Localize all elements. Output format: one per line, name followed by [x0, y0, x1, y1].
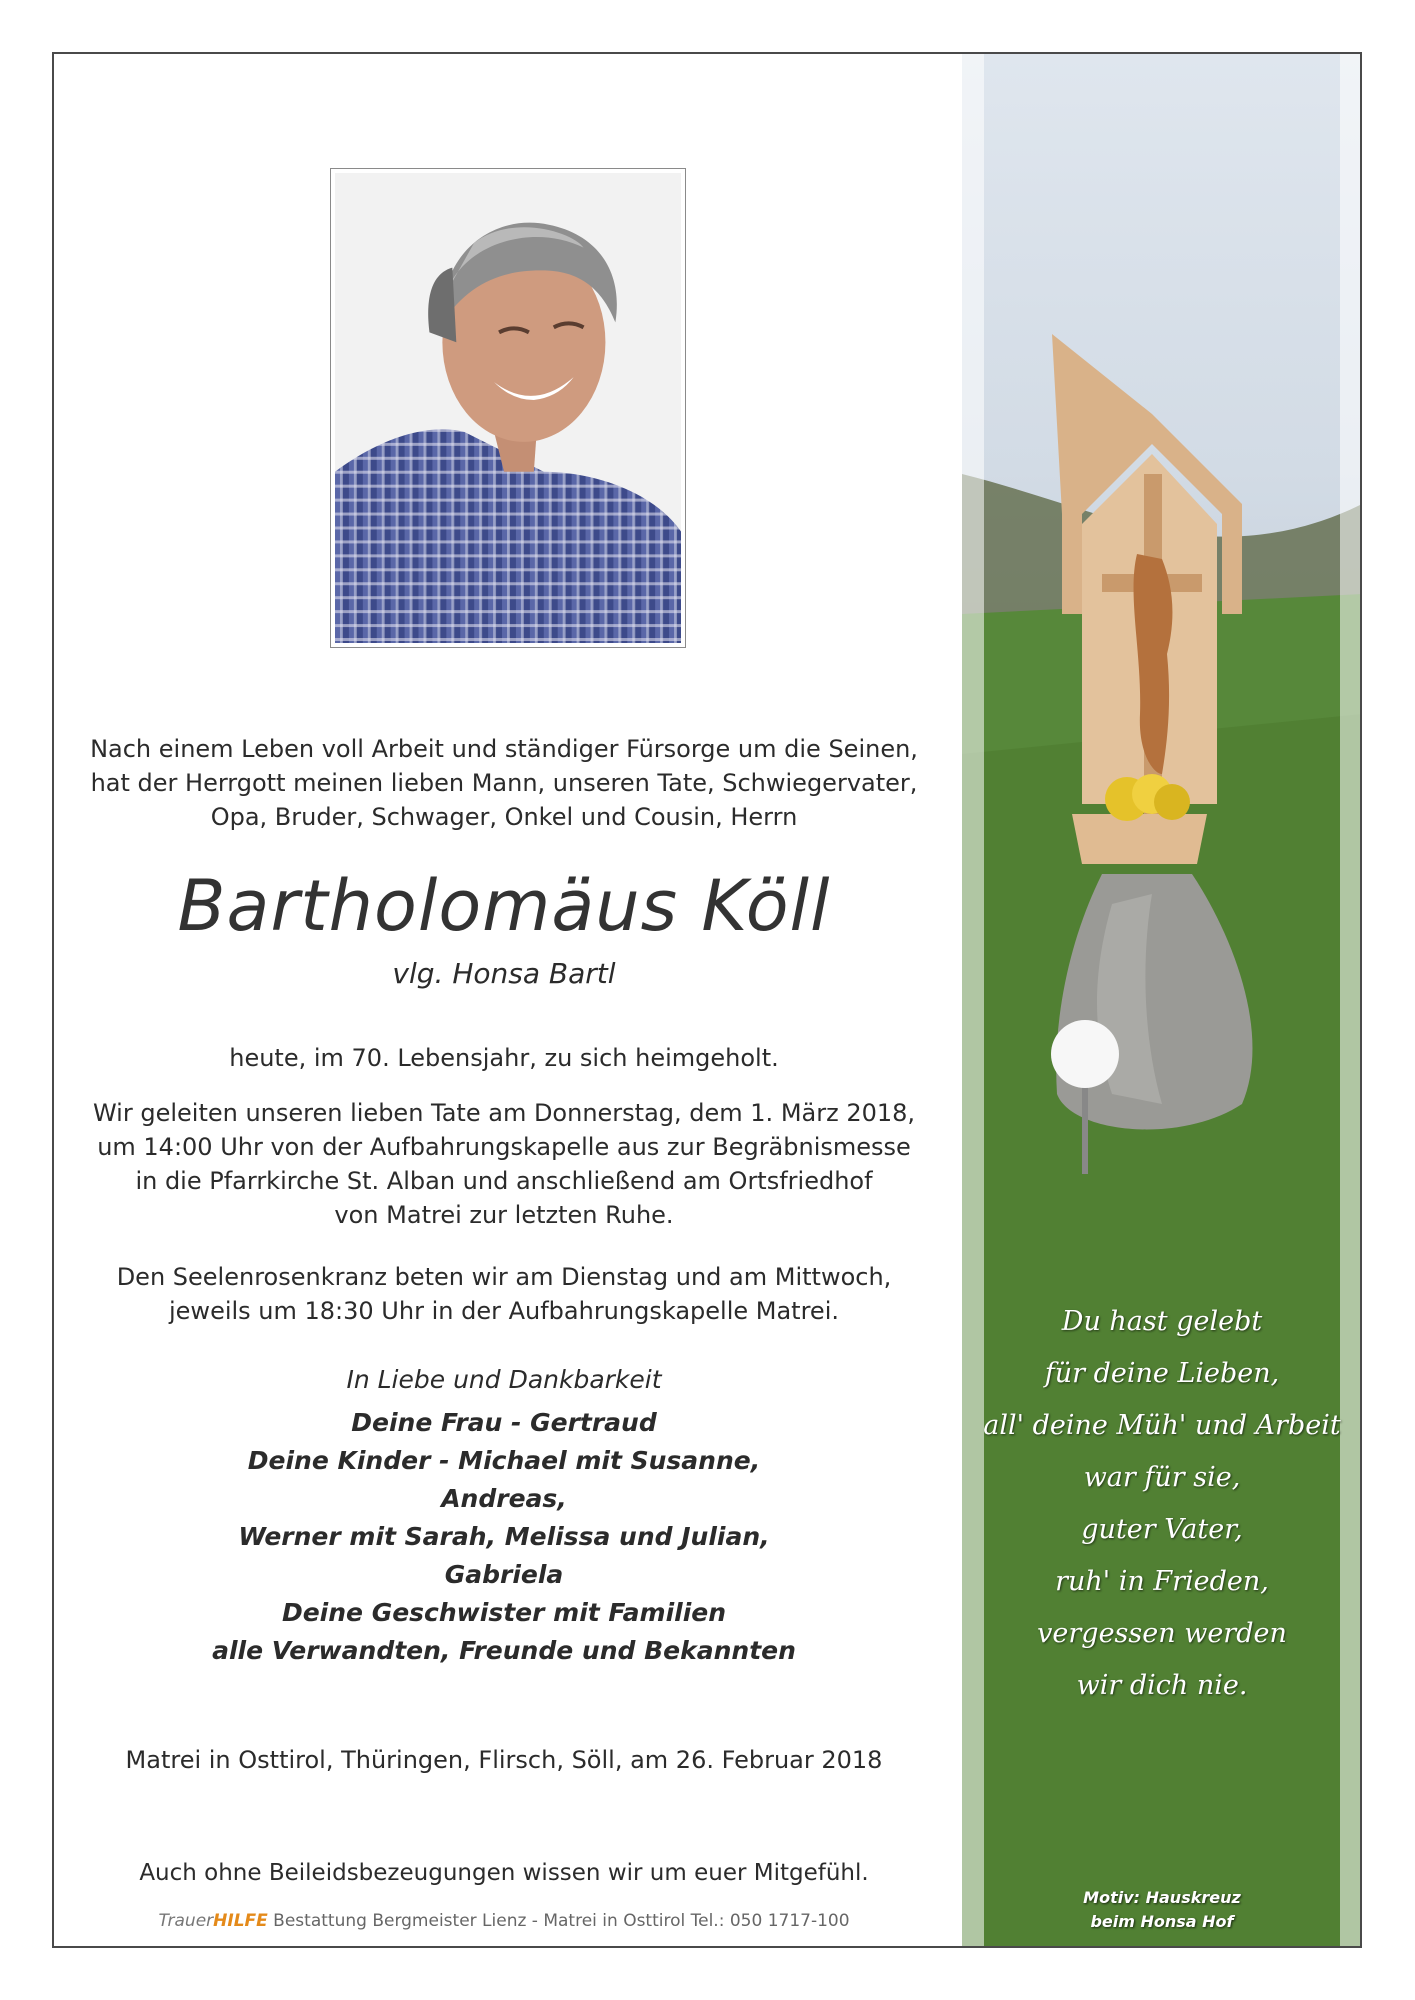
intro-line: Nach einem Leben voll Arbeit und ständiger Fürsorge um die Seinen, [90, 735, 918, 763]
poem-line: war für sie, [1083, 1462, 1241, 1493]
rosary-line: Den Seelenrosenkranz beten wir am Dienstag und am Mittwoch, [116, 1263, 892, 1291]
portrait-photo [335, 173, 681, 643]
text-column [54, 54, 954, 1946]
panel-stripe [962, 54, 984, 1946]
family-line: Gabriela [444, 1560, 564, 1589]
funeral-line: von Matrei zur letzten Ruhe. [334, 1201, 674, 1229]
condolence-note: Auch ohne Beileidsbezeugungen wissen wir um euer Mitgefühl. [139, 1860, 869, 1886]
family-line: Deine Geschwister mit Familien [281, 1598, 727, 1627]
poem-line: ruh' in Frieden, [1055, 1566, 1269, 1597]
wayside-cross-photo [962, 54, 1362, 1946]
poem-line: guter Vater, [1081, 1514, 1243, 1545]
place-date: Matrei in Osttirol, Thüringen, Flirsch, Söll, am 26. Februar 2018 [125, 1746, 883, 1774]
poem-line: all' deine Müh' und Arbeit [983, 1410, 1341, 1441]
poem-line: wir dich nie. [1076, 1670, 1248, 1701]
funeral-line: in die Pfarrkirche St. Alban und anschließend am Ortsfriedhof [135, 1167, 873, 1195]
panel-stripe [1340, 54, 1362, 1946]
funeral-line: Wir geleiten unseren lieben Tate am Donnerstag, dem 1. März 2018, [92, 1099, 916, 1127]
deceased-name: Bartholomäus Köll [177, 865, 831, 947]
motif-line: beim Honsa Hof [1090, 1912, 1234, 1931]
brand-trauer: Trauer [158, 1911, 214, 1931]
poem-line: Du hast gelebt [1061, 1306, 1263, 1337]
intro-line: Opa, Bruder, Schwager, Onkel und Cousin, Herrn [210, 803, 798, 831]
dank-heading: In Liebe und Dankbarkeit [346, 1365, 662, 1394]
family-line: alle Verwandten, Freunde und Bekannten [212, 1636, 796, 1665]
motif-line: Motiv: Hauskreuz [1083, 1888, 1241, 1907]
age-text: heute, im 70. Lebensjahr, zu sich heimgeholt. [229, 1044, 779, 1072]
funeral-home-footer [54, 1910, 954, 1932]
intro-line: hat der Herrgott meinen lieben Mann, unseren Tate, Schwiegervater, [90, 769, 918, 797]
footer-contact: Bestattung Bergmeister Lienz - Matrei in Osttirol Tel.: 050 1717-100 [267, 1911, 850, 1931]
rosary-text [54, 1260, 954, 1328]
family-line: Werner mit Sarah, Melissa und Julian, [238, 1522, 770, 1551]
deceased-alias: vlg. Honsa Bartl [392, 957, 616, 990]
obituary-card [52, 52, 1362, 1948]
family-line: Andreas, [441, 1484, 567, 1513]
brand-hilfe: HILFE [213, 1911, 268, 1931]
family-list [54, 1404, 954, 1670]
funeral-line: um 14:00 Uhr von der Aufbahrungskapelle aus zur Begräbnismesse [97, 1133, 911, 1161]
poem-line: vergessen werden [1037, 1618, 1287, 1649]
family-line: Deine Frau - Gertraud [351, 1408, 657, 1437]
portrait-frame [330, 168, 686, 648]
funeral-text [54, 1096, 954, 1232]
rosary-line: jeweils um 18:30 Uhr in der Aufbahrungskapelle Matrei. [169, 1297, 839, 1325]
poem-line: für deine Lieben, [1044, 1358, 1280, 1389]
intro-text [54, 732, 954, 834]
memorial-poem [982, 1296, 1342, 1712]
motif-caption [1062, 1886, 1262, 1934]
family-line: Deine Kinder - Michael mit Susanne, [247, 1446, 761, 1475]
